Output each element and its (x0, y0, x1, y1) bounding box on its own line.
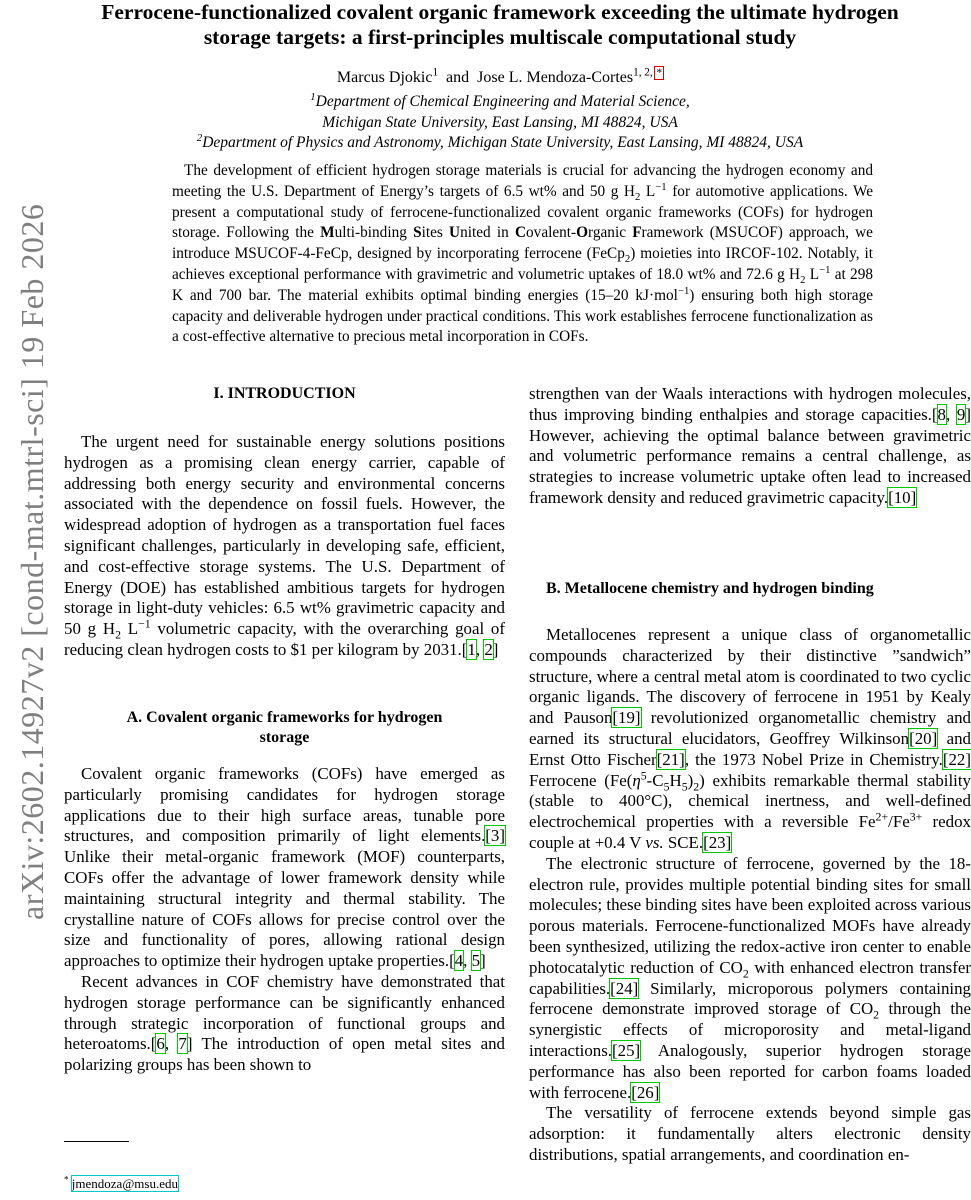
citation-link[interactable]: [20] (909, 728, 938, 748)
citation-link[interactable]: 1 (467, 639, 476, 659)
continued-paragraph: strengthen van der Waals interactions with hydrogen molecules, thus improving binding enthalpies and storage capacities.[8, 9] However, achieving the optimal balance between gravimetric and volumetric performance remains a central challenge, as strategies to increase volumetric uptake often lead to increased framework density and reduced gravimetric capacity.[10] (529, 384, 971, 507)
footnote: * jmendoza@msu.edu (64, 1174, 178, 1191)
citation-link[interactable]: 6 (156, 1034, 165, 1054)
citation-link[interactable]: 4 (454, 951, 464, 971)
affiliations: $^1$Department of Chemical Engineering and Material Science, Michigan State University, East Lansing, MI 48824, USA $^2$Department of Physics and Astronomy, Michigan State University, East Lansing, MI 48824, USA (196, 90, 804, 151)
author-1: Marcus Djokic (336, 69, 433, 86)
citation-link[interactable]: [19] (612, 708, 641, 728)
citation-link[interactable]: [22] (942, 749, 971, 769)
citation-link[interactable]: 9 (956, 404, 966, 424)
corresponding-author-link[interactable]: * (656, 66, 663, 79)
metallocene-paragraphs: Metallocenes represent a unique class of organometallic compounds characterized by their distinctive ”sandwich” structure, where a central metal atom is coordinated to two cyclic organic ligands. The discovery of ferrocene in 1951 by Kealy and Pauson[19] revolutionized organometallic chemistry and earned its structural elucidators, Geoffrey Wilkinson[20] and Ernst Otto Fischer[21], the 1973 Nobel Prize in Chemistry.[22] Ferrocene $(Fe(\eta^5-C_5H_5)_2)$ exhibits remarkable thermal stability (stable to 400°C), chemical inertness, and well-defined electrochemical properties with a reversible $Fe^{2+}/Fe^{3+}$ redox couple at +0.4 V vs. SCE.[23] The electronic structure of ferrocene, governed by the 18-electron rule, provides multiple potential binding sites for small molecules; these binding sites have been exploited across various porous materials. Ferrocene-functionalized MOFs have already been synthesized, utilizing the redox-active iron center to enable photocatalytic reduction of $CO_2$ with enhanced electron transfer capabilities.[24] Similarly, microporous polymers containing ferrocene demonstrate improved storage of $CO_2$ through the synergistic effects of microporosity and metal-ligand interactions.[25] Analogously, superior hydrogen storage performance has also been reported for carbon foams loaded with ferrocene.[26] The versatility of ferrocene extends beyond simple gas adsorption: it fundamentally alters electronic density distributions, spatial arrangements, and coordination en- (529, 625, 971, 1164)
subsection-heading-metallocene: B. Metallocene chemistry and hydrogen binding (546, 580, 874, 597)
citation-link[interactable]: [24] (610, 978, 639, 998)
citation-link[interactable]: 8 (937, 404, 946, 424)
citation-link[interactable]: 2 (484, 639, 493, 659)
arxiv-sidebar-stamp: arXiv:2602.14927v2 [cond-mat.mtrl-sci] 19 Feb 2026 (14, 203, 50, 920)
paper-title: Ferrocene-functionalized covalent organic framework exceeding the ultimate hydrogen storage targets: a first-principles multiscale computational study (101, 0, 899, 49)
citation-link[interactable]: [21] (656, 749, 685, 769)
author-2: Jose L. Mendoza-Cortes (477, 69, 634, 86)
citation-link[interactable]: [10] (888, 487, 917, 507)
abstract: The development of efficient hydrogen storage materials is crucial for advancing the hydrogen economy and meeting the U.S. Department of Energy’s targets of 6.5 wt% and 50 g $H_2$ $L^{-1}$ for automotive applications. We present a computational study of ferrocene-functionalized covalent organic frameworks (COFs) for hydrogen storage. Following the Multi-binding Sites United in Covalent-Organic Framework (MSUCOF) approach, we introduce MSUCOF-4-FeCp, designed by incorporating ferrocene (FeCp$_2$) moieties into IRCOF-102. Notably, it achieves exceptional performance with gravimetric and volumetric uptakes of 18.0 wt% and 72.6 g $H_2$ $L^{-1}$ at 298 K and 700 bar. The material exhibits optimal binding energies (15–20 kJ·mol$^{-1}$) ensuring both high storage capacity and deliverable hydrogen under practical conditions. This work establishes ferrocene functionalization as a cost-effective alternative to precious metal incorporation in COFs. (172, 162, 874, 346)
citation-link[interactable]: 7 (178, 1034, 187, 1054)
citation-link[interactable]: [23] (703, 832, 732, 852)
email-link[interactable]: jmendoza@msu.edu (71, 1176, 178, 1191)
cof-paragraphs: Covalent organic frameworks (COFs) have emerged as particularly promising candidates for hydrogen storage applications due to their high surface areas, tunable pore structures, and composition primarily of light elements.[3] Unlike their metal-organic framework (MOF) counterparts, COFs offer the advantage of lower framework density while maintaining structural integrity and thermal stability. The crystalline nature of COFs allows for precise control over the size and functionality of pores, allowing rational design approaches to optimize their hydrogen uptake properties.[4, 5] Recent advances in COF chemistry have demonstrated that hydrogen storage performance can be significantly enhanced through strategic incorporation of functional groups and heteroatoms.[6, 7] The introduction of open metal sites and polarizing groups has been shown to (64, 764, 505, 1075)
section-heading-introduction: I. INTRODUCTION (213, 385, 356, 402)
intro-paragraph: The urgent need for sustainable energy solutions positions hydrogen as a promising clean energy carrier, capable of addressing both energy security and environmental concerns associated with the dependence on fossil fuels. However, the widespread adoption of hydrogen as a transportation fuel faces significant challenges, particularly in developing safe, efficient, and cost-effective storage systems. The U.S. Department of Energy (DOE) has established ambitious targets for hydrogen storage in light-duty vehicles: 6.5 wt% gravimetric capacity and 50 g $H_2$ $L^{-1}$ volumetric capacity, with the overarching goal of reducing clean hydrogen costs to $1 per kilogram by 2031.[1, 2] (64, 432, 505, 659)
citation-link[interactable]: 5 (471, 951, 481, 971)
citation-link[interactable]: [25] (612, 1040, 641, 1060)
author-line: Marcus Djokic$^1$ and Jose L. Mendoza-Cortes$^{1, 2, *}$ (336, 66, 663, 86)
citation-link[interactable]: [26] (631, 1082, 660, 1102)
footnote-rule (64, 1141, 129, 1142)
subsection-heading-cofs: A. Covalent organic frameworks for hydrogen storage (126, 709, 443, 746)
citation-link[interactable]: [3] (485, 826, 505, 846)
